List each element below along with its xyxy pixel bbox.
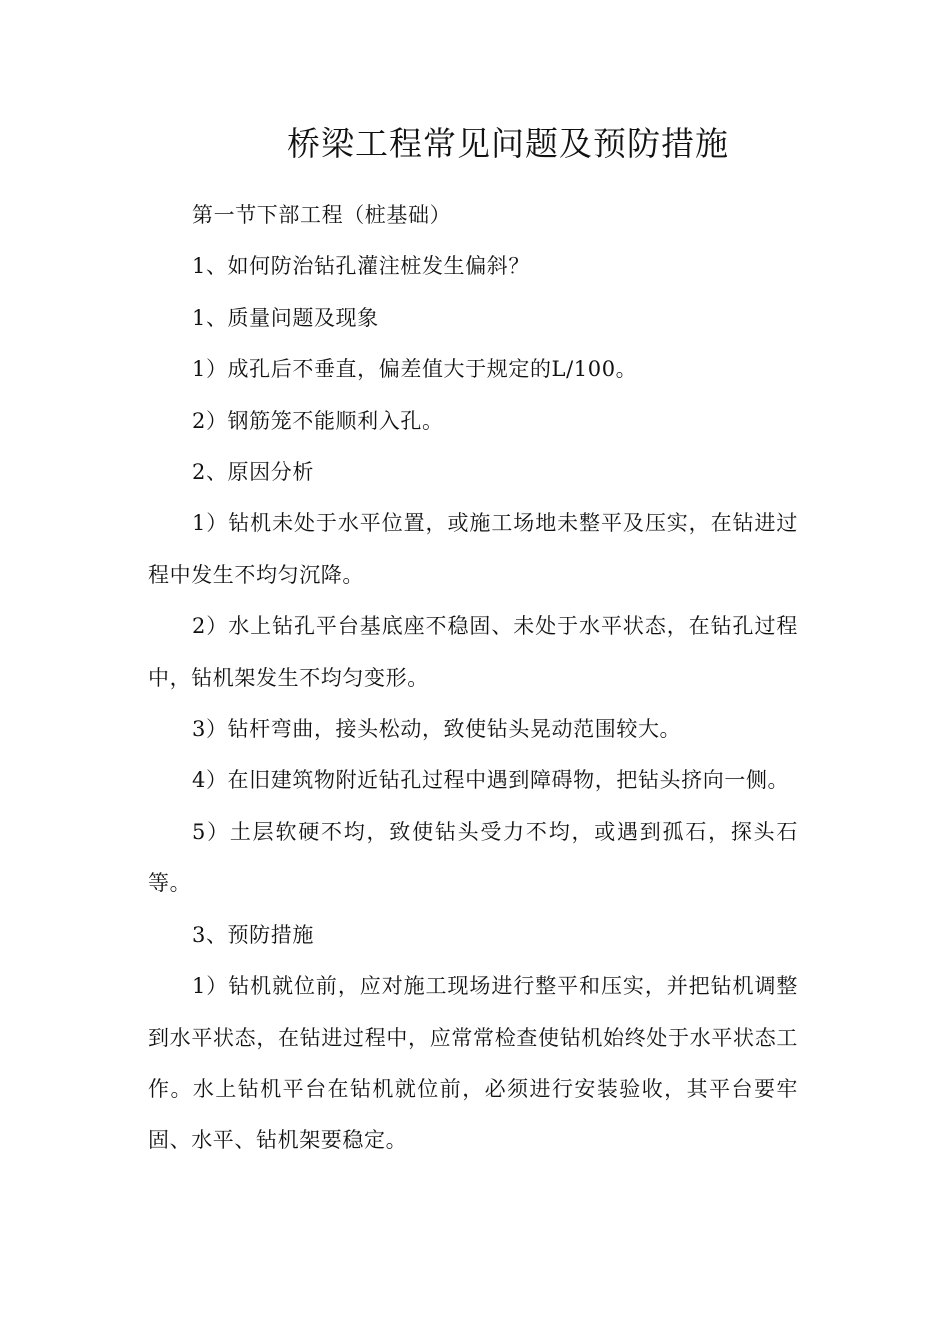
prevention-item-1: 1）钻机就位前，应对施工现场进行整平和压实，并把钻机调整到水平状态，在钻进过程中，应常常检查使钻机始终处于水平状态工作。水上钻机平台在钻机就位前，必须进行安装验收，其平台要牢固、水平、钻机架要稳定。 (148, 974, 798, 1153)
problem-item-2: 2）钢筋笼不能顺利入孔。 (192, 408, 444, 433)
cause-item-1: 1）钻机未处于水平位置，或施工场地未整平及压实，在钻进过程中发生不均匀沉降。 (148, 511, 798, 587)
document-body (148, 190, 798, 1167)
section-heading: 第一节下部工程（桩基础） (192, 203, 452, 227)
subheading-prevention: 3、预防措施 (192, 922, 314, 947)
problem-item-1: 1）成孔后不垂直，偏差值大于规定的L/100。 (192, 357, 638, 382)
cause-item-2: 2）水上钻孔平台基底座不稳固、未处于水平状态，在钻孔过程中，钻机架发生不均匀变形。 (148, 614, 798, 690)
document-title: 桥梁工程常见问题及预防措施 (287, 124, 729, 163)
cause-item-5: 5）土层软硬不均，致使钻头受力不均，或遇到孤石，探头石等。 (148, 819, 798, 896)
cause-item-3: 3）钻杆弯曲，接头松动，致使钻头晃动范围较大。 (192, 717, 682, 742)
subheading-problem: 1、质量问题及现象 (192, 305, 379, 330)
cause-item-4: 4）在旧建筑物附近钻孔过程中遇到障碍物，把钻头挤向一侧。 (192, 768, 790, 793)
subheading-cause: 2、原因分析 (192, 460, 314, 485)
question-heading: 1、如何防治钻孔灌注桩发生偏斜？ (192, 254, 530, 279)
